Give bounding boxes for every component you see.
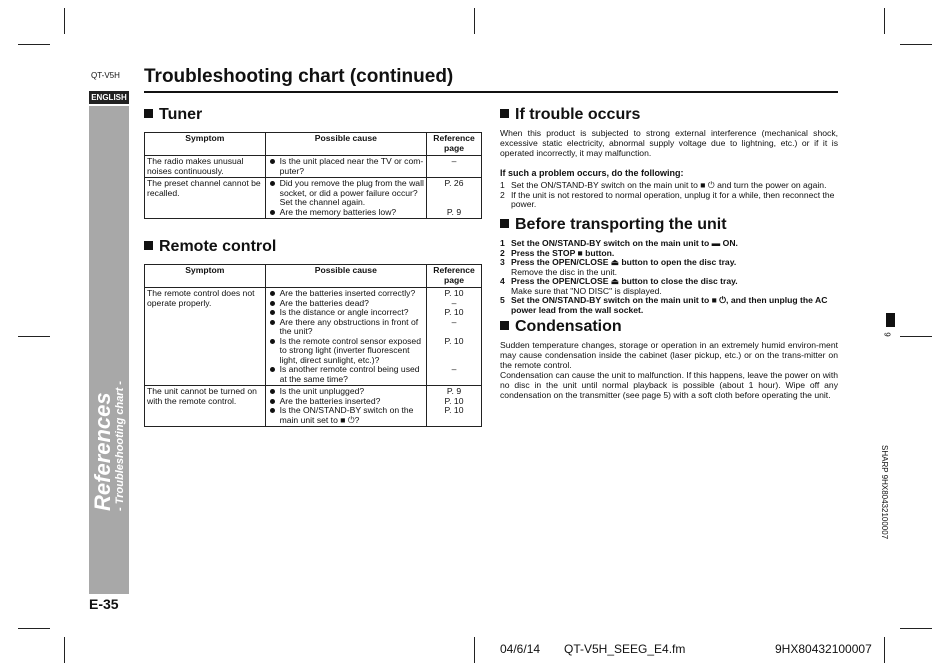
trouble-steps (500, 181, 838, 210)
cause-item: Is another remote control being used at the same time? (268, 365, 424, 384)
step-number: 3 (500, 257, 505, 267)
reference-cell (427, 178, 482, 219)
symptom-cell: The radio makes unusual noises continuously. (145, 156, 266, 178)
tuner-heading-text: Tuner (159, 106, 203, 123)
title-rule (144, 91, 838, 93)
sidebar-subtitle: - Troubleshooting chart - (114, 381, 126, 511)
reference-cell (427, 386, 482, 427)
step-number: 5 (500, 295, 505, 305)
condensation-para1: Sudden temperature changes, storage or operation in an extremely humid environ-ment may cause condensation inside the cabinet (laser pickup, etc.) or on the trans-mitter on the remote control. (500, 340, 838, 370)
step-item (500, 296, 838, 315)
table-header-row (145, 265, 482, 288)
condensation-para2: Condensation can cause the unit to malfunction. If this happens, leave the power on with no disc in the unit until normal playback is possible (about 1 hour). Wipe off any condensation on the transmitter (see page 5) with a soft cloth before operating the unit. (500, 370, 838, 400)
step-number: 2 (500, 189, 505, 200)
symptom-cell: The unit cannot be turned on with the remote control. (145, 386, 266, 427)
page-edge-number: 9 (882, 332, 892, 337)
margin-code: SHARP 9HX80432100007 (880, 445, 889, 540)
language-tab: ENGLISH (89, 91, 129, 104)
step-item (500, 277, 838, 296)
footer-code: 9HX80432100007 (775, 642, 872, 656)
crop-mark (64, 637, 65, 663)
crop-mark (18, 628, 50, 629)
cause-item: Is the distance or angle incorrect? (268, 308, 424, 318)
cause-item: Are the batteries inserted? (268, 397, 424, 407)
page-title: Troubleshooting chart (continued) (144, 66, 454, 87)
reference-value: – (451, 297, 457, 308)
reference-value: – (451, 316, 457, 327)
crop-mark (64, 8, 65, 34)
remote-table (144, 264, 482, 427)
reference-value: P. 10 (444, 395, 464, 406)
condensation-heading-text: Condensation (515, 318, 622, 335)
step-number: 2 (500, 247, 505, 258)
condensation-heading (500, 318, 622, 336)
step-item (500, 191, 838, 210)
reference-value: P. 9 (446, 206, 462, 217)
cause-item: Is the ON/STAND-BY switch on the main unit set to ■ ⏻? (268, 406, 424, 425)
cause-item: Did you remove the plug from the wall socket, or did a power failure occur? Set the channel again. (268, 179, 424, 208)
cause-cell (265, 178, 426, 219)
step-number: 4 (500, 276, 505, 286)
cause-item: Are the batteries inserted correctly? (268, 289, 424, 299)
step-note: Make sure that "NO DISC" is displayed. (511, 285, 662, 296)
square-bullet-icon (144, 241, 153, 250)
crop-mark (900, 336, 932, 337)
square-bullet-icon (500, 109, 509, 118)
reference-value: – (451, 364, 457, 374)
crop-mark (474, 637, 475, 663)
crop-mark (18, 336, 50, 337)
transport-steps (500, 239, 838, 315)
trouble-heading-text: If trouble occurs (515, 106, 641, 123)
step-text: Press the OPEN/CLOSE ⏏ button to close the disc tray. (511, 276, 738, 286)
step-text: Press the STOP ■ button. (511, 247, 615, 258)
cause-cell (265, 156, 426, 178)
reference-value: – (451, 156, 457, 166)
cause-cell (265, 288, 426, 386)
trouble-subheading: If such a problem occurs, do the following: (500, 168, 684, 178)
reference-value: P. 10 (444, 288, 464, 298)
cause-item: Is the unit placed near the TV or com-puter? (268, 157, 424, 176)
crop-mark (18, 44, 50, 45)
trouble-intro: When this product is subjected to strong external interference (mechanical shock, excessive static electricity, abnormal supply voltage due to lightning, etc.) or if it is operated incorrectly, it may malfunction. (500, 128, 838, 158)
col-cause: Possible cause (265, 265, 426, 288)
step-note: Remove the disc in the unit. (511, 266, 618, 277)
step-text: Set the ON/STAND-BY switch on the main unit to ■ ⏻ and turn the power on again. (511, 180, 827, 190)
crop-mark (900, 628, 932, 629)
step-text: If the unit is not restored to normal operation, unplug it for a while, then reconnect the power. (511, 189, 835, 209)
table-row (145, 156, 482, 178)
col-symptom: Symptom (145, 265, 266, 288)
step-text: Set the ON/STAND-BY switch on the main unit to ■ ⏻, and then unplug the AC power lead from the wall socket. (511, 295, 828, 315)
tuner-heading (144, 106, 202, 124)
cause-item: Is the remote control sensor exposed to strong light (inverter fluorescent light, direct sunlight, etc.)? (268, 337, 424, 366)
reference-cell (427, 156, 482, 178)
symptom-cell: The preset channel cannot be recalled. (145, 178, 266, 219)
cause-item: Are the batteries dead? (268, 299, 424, 309)
tuner-table (144, 132, 482, 219)
table-header-row (145, 133, 482, 156)
table-row (145, 386, 482, 427)
square-bullet-icon (500, 321, 509, 330)
symptom-cell: The remote control does not operate properly. (145, 288, 266, 386)
table-row (145, 288, 482, 386)
step-text: Press the OPEN/CLOSE ⏏ button to open the disc tray. (511, 257, 737, 267)
step-item (500, 258, 838, 277)
step-text: Set the ON/STAND-BY switch on the main unit to ▬ ON. (511, 238, 738, 248)
page-edge-mark (886, 313, 895, 327)
remote-heading (144, 238, 276, 256)
sidebar-text (92, 381, 126, 511)
sidebar (89, 106, 129, 594)
col-cause: Possible cause (265, 133, 426, 156)
step-number: 1 (500, 238, 505, 248)
footer-date: 04/6/14 (500, 642, 541, 656)
crop-mark (474, 8, 475, 34)
reference-value: P. 9 (446, 386, 462, 396)
model-label: QT-V5H (91, 71, 120, 80)
reference-value: P. 10 (444, 405, 464, 415)
cause-cell (265, 386, 426, 427)
col-reference: Reference page (427, 133, 482, 156)
reference-value: P. 10 (444, 335, 464, 346)
step-number: 1 (500, 180, 505, 190)
crop-mark (884, 8, 885, 34)
cause-item: Are the memory batteries low? (268, 208, 424, 218)
crop-mark (900, 44, 932, 45)
trouble-heading (500, 106, 640, 124)
sidebar-title: References (90, 392, 115, 511)
col-symptom: Symptom (145, 133, 266, 156)
remote-heading-text: Remote control (159, 238, 277, 255)
reference-value: P. 10 (444, 307, 464, 317)
square-bullet-icon (144, 109, 153, 118)
col-reference: Reference page (427, 265, 482, 288)
page-number: E-35 (89, 596, 119, 612)
transport-heading (500, 216, 727, 234)
reference-cell (427, 288, 482, 386)
reference-value: P. 26 (444, 178, 464, 188)
square-bullet-icon (500, 219, 509, 228)
cause-item: Are there any obstructions in front of the unit? (268, 318, 424, 337)
footer-filename: QT-V5H_SEEG_E4.fm (564, 642, 686, 656)
cause-item: Is the unit unplugged? (268, 387, 424, 397)
transport-heading-text: Before transporting the unit (515, 216, 727, 233)
crop-mark (884, 637, 885, 663)
table-row (145, 178, 482, 219)
